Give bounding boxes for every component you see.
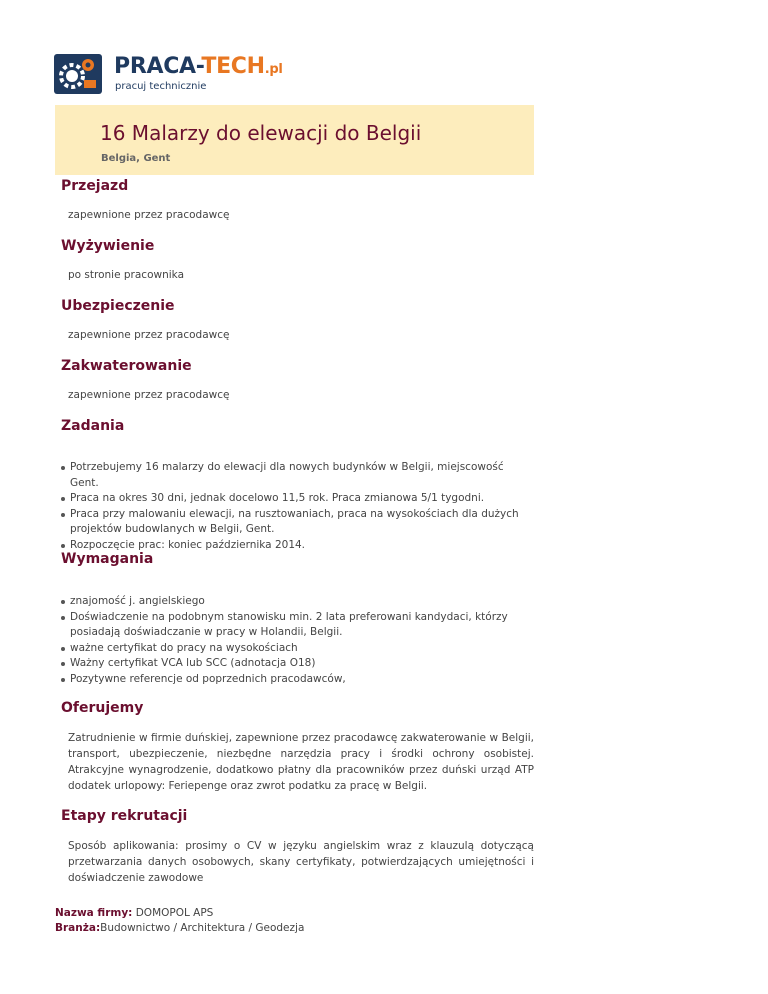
zadania-list xyxy=(61,460,531,553)
site-logo[interactable] xyxy=(54,52,294,98)
list-item: Doświadczenie na podobnym stanowisku min. 2 lata preferowani kandydaci, którzy posiadają doświadczanie w pracy w Holandii, Belgii. xyxy=(61,610,531,641)
company-branch-label: Branża: xyxy=(55,922,101,934)
section-title-zadania: Zadania xyxy=(61,418,125,434)
company-name xyxy=(55,906,213,920)
company-branch-value: Budownictwo / Architektura / Geodezja xyxy=(100,922,305,934)
section-title-etapy: Etapy rekrutacji xyxy=(61,808,188,824)
job-title: 16 Malarzy do elewacji do Belgii xyxy=(100,121,422,145)
section-title-wymagania: Wymagania xyxy=(61,551,154,567)
logo-tagline: pracuj technicznie xyxy=(115,81,207,92)
section-title-przejazd: Przejazd xyxy=(61,178,129,194)
section-title-ubezpieczenie: Ubezpieczenie xyxy=(61,298,175,314)
job-header xyxy=(55,105,534,175)
section-title-wyzywienie: Wyżywienie xyxy=(61,238,155,254)
logo-wordmark: PRACA-TECH.pl xyxy=(114,54,283,79)
list-item: ważne certyfikat do pracy na wysokościach xyxy=(61,641,531,657)
company-name-value: DOMOPOL APS xyxy=(132,907,214,919)
section-text-zakwaterowanie: zapewnione przez pracodawcę xyxy=(68,389,230,401)
list-item: Potrzebujemy 16 malarzy do elewacji dla nowych budynków w Belgii, miejscowość Gent. xyxy=(61,460,531,491)
list-item: Ważny certyfikat VCA lub SCC (adnotacja O18) xyxy=(61,656,531,672)
section-title-zakwaterowanie: Zakwaterowanie xyxy=(61,358,192,374)
company-branch xyxy=(55,921,304,935)
section-title-oferujemy: Oferujemy xyxy=(61,700,144,716)
list-item: Rozpoczęcie prac: koniec października 2014. xyxy=(61,538,531,554)
section-text-wyzywienie: po stronie pracownika xyxy=(68,269,184,281)
gear-logo-icon xyxy=(54,52,102,96)
section-text-oferujemy: Zatrudnienie w firmie duńskiej, zapewnione przez pracodawcę zakwaterowanie w Belgii, transport, ubezpieczenie, niezbędne narzędzia pracy i środki ochrony osobistej. Atrakcyjne wynagrodzenie, dodatkowo płatny dla pracowników przez duński urząd ATP dodatek urlopowy: Feriepenge oraz zwrot podatku za pracę w Belgii. xyxy=(68,732,534,792)
list-item: Praca przy malowaniu elewacji, na rusztowaniach, praca na wysokościach dla dużych projektów budowlanych w Belgii, Gent. xyxy=(61,507,531,538)
wymagania-list xyxy=(61,594,531,687)
section-text-ubezpieczenie: zapewnione przez pracodawcę xyxy=(68,329,230,341)
job-location: Belgia, Gent xyxy=(101,153,171,164)
list-item: znajomość j. angielskiego xyxy=(61,594,531,610)
list-item: Pozytywne referencje od poprzednich pracodawców, xyxy=(61,672,531,688)
section-text-etapy: Sposób aplikowania: prosimy o CV w języku angielskim wraz z klauzulą dotyczącą przetwarzania danych osobowych, skany certyfikaty, potwierdzających umiejętności i doświadczenie zawodowe xyxy=(68,840,534,884)
company-name-label: Nazwa firmy: xyxy=(55,907,133,919)
section-text-przejazd: zapewnione przez pracodawcę xyxy=(68,209,230,221)
list-item: Praca na okres 30 dni, jednak docelowo 11,5 rok. Praca zmianowa 5/1 tygodni. xyxy=(61,491,531,507)
